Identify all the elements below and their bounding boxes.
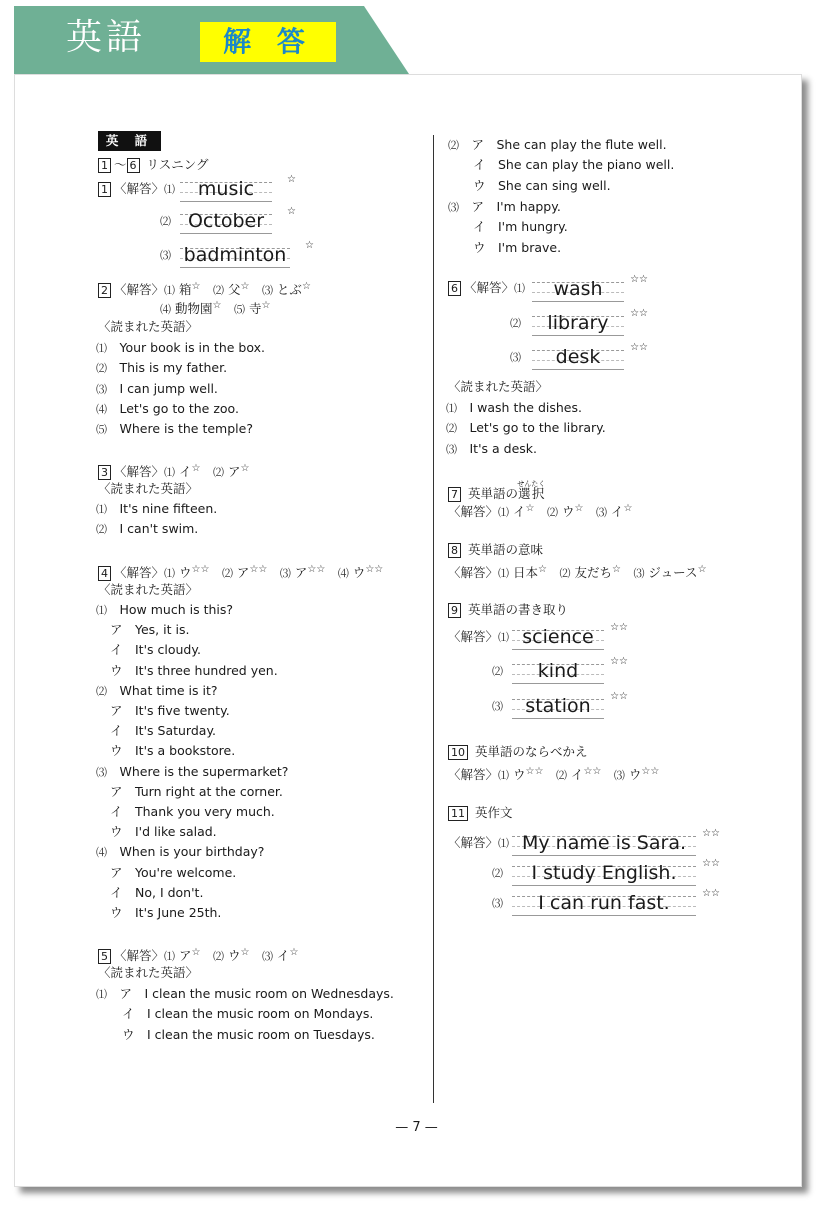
q6-num	[510, 314, 521, 333]
read-option: イ Thank you very much.	[110, 804, 275, 819]
score-mark: ☆	[289, 947, 299, 958]
item-number: ⑴	[96, 604, 107, 617]
read-label: 〈読まれた英語〉	[98, 965, 199, 980]
item-number: ⑵	[212, 284, 224, 298]
q7-title: 7 英単語の選択せんたく	[448, 480, 545, 503]
q7-answers: 〈解答〉⑴ イ☆ ⑵ ウ☆ ⑶ イ☆	[448, 503, 633, 520]
item-number: ⑵	[492, 867, 503, 880]
read-option: イ No, I don't.	[110, 884, 204, 900]
q3-answers: 3 〈解答〉⑴ イ☆ ⑵ ア☆	[98, 460, 249, 482]
q4-answers: 4 〈解答〉⑴ ウ☆☆ ⑵ ア☆☆ ⑶ ア☆☆ ⑷ ウ☆☆	[98, 561, 383, 583]
score-mark: ☆☆	[630, 274, 648, 285]
score-mark: ☆	[240, 463, 250, 474]
item-number: ⑶	[261, 284, 273, 298]
q8-answers: 〈解答〉⑴ 日本☆ ⑵ 友だち☆ ⑶ ジュース☆	[448, 564, 707, 581]
q2-answers: ⑷ 動物園☆ ⑸ 寺☆	[160, 300, 271, 317]
item-number: ⑶	[492, 897, 503, 910]
item-number: ⑵	[221, 567, 233, 581]
read-question: ⑵ What time is it?	[96, 682, 218, 698]
answer-word: badminton	[183, 244, 287, 266]
item-number: ⑴	[164, 567, 176, 581]
read-option: ウ She can sing well.	[448, 177, 611, 193]
read-option: ⑶ ア I'm happy.	[448, 199, 561, 214]
score-mark: ☆	[212, 300, 222, 311]
item-number: ⑶	[96, 765, 107, 779]
q1-num	[160, 246, 171, 265]
question-number-box: 11	[448, 806, 468, 821]
score-mark: ☆	[574, 503, 584, 514]
q10-title: 10 英単語のならべかえ	[448, 743, 587, 761]
item-number: ⑷	[160, 303, 171, 317]
answer-word: My name is Sara.	[521, 832, 686, 854]
item-number: ⑵	[559, 567, 571, 581]
answer-writing-line	[512, 888, 720, 916]
q1-num	[160, 212, 171, 231]
answer-word: wash	[553, 278, 603, 300]
score-mark: ☆☆	[610, 622, 628, 633]
item-number: ⑴	[498, 567, 510, 581]
read-label: 〈読まれた英語〉	[98, 481, 199, 496]
item-number: ⑶	[446, 442, 457, 456]
item-number: ⑶	[595, 506, 607, 520]
read-option: ⑵ ア She can play the flute well.	[448, 137, 667, 152]
q9-num	[492, 697, 503, 716]
item-number: ⑴	[498, 769, 510, 783]
question-number-box: 3	[98, 465, 111, 480]
item-number: ⑵	[96, 362, 107, 376]
answer-writing-line	[532, 274, 648, 302]
read-label: 〈読まれた英語〉	[98, 319, 199, 334]
item-number: ⑸	[96, 423, 107, 437]
read-label: 〈読まれた英語〉	[448, 379, 549, 394]
read-label: 〈読まれた英語〉	[98, 582, 199, 597]
score-mark: ☆	[240, 947, 250, 958]
item-number: ⑴	[164, 466, 176, 480]
answer-writing-line	[532, 308, 648, 336]
question-number-box: 10	[448, 745, 468, 760]
item-number: ⑵	[212, 950, 224, 964]
read-option: ウ It's a bookstore.	[110, 743, 236, 759]
read-sentence: ⑷ Let's go to the zoo.	[96, 400, 239, 416]
read-sentence: ⑸ Where is the temple?	[96, 421, 253, 437]
answer-writing-line	[512, 622, 628, 650]
item-number: ⑵	[446, 422, 457, 436]
read-sentence: ⑵ I can't swim.	[96, 521, 199, 537]
question-number-box: 7	[448, 487, 461, 502]
item-number: ⑴	[446, 402, 457, 415]
score-mark: ☆	[191, 947, 201, 958]
answer-writing-line	[180, 240, 314, 268]
item-number: ⑷	[96, 846, 107, 860]
q2-answers: 2 〈解答〉⑴ 箱☆ ⑵ 父☆ ⑶ とぶ☆	[98, 278, 311, 300]
score-mark: ☆☆	[249, 564, 268, 575]
read-option: ウ I clean the music room on Tuesdays.	[122, 1026, 375, 1042]
score-mark: ☆	[301, 281, 311, 292]
answer-writing-line	[512, 691, 628, 719]
item-number: ⑶	[448, 201, 459, 214]
item-number: ⑴	[498, 837, 510, 850]
answer-word: library	[547, 312, 609, 334]
question-number-box: 4	[98, 566, 111, 581]
score-mark: ☆	[191, 281, 201, 292]
read-question: ⑷ When is your birthday?	[96, 844, 265, 860]
score-mark: ☆	[538, 564, 547, 575]
item-number: ⑴	[96, 503, 107, 516]
score-mark: ☆	[287, 206, 296, 217]
read-option: ア Yes, it is.	[110, 622, 190, 638]
question-number-box: 8	[448, 543, 461, 558]
read-sentence: ⑵ Let's go to the library.	[446, 420, 606, 436]
q9-num	[492, 662, 503, 681]
subject-title: 英語	[66, 17, 147, 58]
q11-num	[492, 864, 503, 883]
read-option: イ I'm hungry.	[448, 219, 568, 235]
answer-writing-line	[512, 656, 628, 684]
score-mark: ☆☆	[702, 888, 720, 899]
q11-label: 〈解答〉⑴	[448, 835, 510, 850]
item-number: ⑵	[96, 523, 107, 537]
read-option: イ She can play the piano well.	[448, 157, 675, 173]
score-mark: ☆☆	[630, 308, 648, 319]
item-number: ⑵	[492, 665, 503, 678]
answer-writing-line	[512, 828, 720, 856]
q9-label: 〈解答〉⑴	[448, 629, 510, 644]
read-option: ウ It's three hundred yen.	[110, 662, 278, 678]
score-mark: ☆	[287, 174, 296, 185]
read-sentence: ⑶ It's a desk.	[446, 440, 537, 456]
q6-num	[510, 348, 521, 367]
read-option: ウ I'd like salad.	[110, 824, 217, 840]
read-option: ア Turn right at the corner.	[110, 783, 283, 799]
score-mark: ☆☆	[702, 858, 720, 869]
listening-heading: 1 ～ 6 リスニング	[98, 156, 209, 174]
q10-answers: 〈解答〉⑴ ウ☆☆ ⑵ イ☆☆ ⑶ ウ☆☆	[448, 766, 660, 783]
score-mark: ☆	[305, 240, 314, 251]
item-number: ⑴	[514, 282, 526, 295]
item-number: ⑶	[96, 382, 107, 396]
item-number: ⑵	[160, 215, 171, 228]
item-number: ⑵	[448, 139, 459, 152]
item-number: ⑵	[546, 506, 558, 520]
read-option: ウ I'm brave.	[448, 239, 562, 255]
item-number: ⑴	[164, 284, 176, 298]
answer-writing-line	[532, 342, 648, 370]
score-mark: ☆☆	[610, 691, 628, 702]
answer-word: desk	[555, 346, 601, 368]
question-number-box: 1	[98, 158, 111, 173]
score-mark: ☆	[191, 463, 201, 474]
answer-word: I can run fast.	[538, 892, 670, 914]
read-question: ⑴ How much is this?	[96, 602, 234, 617]
read-sentence: ⑴ It's nine fifteen.	[96, 501, 218, 516]
item-number: ⑴	[96, 988, 107, 1001]
score-mark: ☆☆	[525, 766, 544, 777]
score-mark: ☆☆	[583, 766, 602, 777]
read-question: ⑶ Where is the supermarket?	[96, 763, 289, 779]
score-mark: ☆☆	[191, 564, 210, 575]
question-number-box: 6	[448, 281, 461, 296]
read-sentence: ⑵ This is my father.	[96, 360, 228, 376]
q5-answers: 5 〈解答〉⑴ ア☆ ⑵ ウ☆ ⑶ イ☆	[98, 944, 298, 966]
answer-writing-line	[180, 206, 296, 234]
item-number: ⑸	[233, 303, 245, 317]
question-number-box: 2	[98, 283, 111, 298]
q1-label: 1 〈解答〉⑴	[98, 180, 175, 199]
item-number: ⑴	[164, 950, 176, 964]
q8-title: 8 英単語の意味	[448, 541, 543, 559]
score-mark: ☆☆	[307, 564, 326, 575]
question-number-box: 1	[98, 182, 111, 197]
read-option: イ It's cloudy.	[110, 642, 201, 658]
answer-writing-line	[512, 858, 720, 886]
question-number-box: 9	[448, 603, 461, 618]
item-number: ⑵	[510, 317, 521, 330]
item-number: ⑶	[492, 700, 503, 713]
score-mark: ☆	[623, 503, 633, 514]
item-number: ⑴	[164, 183, 176, 196]
question-number-box: 5	[98, 949, 111, 964]
read-option: ⑴ ア I clean the music room on Wednesdays.	[96, 986, 394, 1001]
read-option: ア It's five twenty.	[110, 703, 230, 718]
q6-label: 6 〈解答〉⑴	[448, 279, 525, 298]
score-mark: ☆☆	[702, 828, 720, 839]
score-mark: ☆	[261, 300, 271, 311]
q11-title: 11 英作文	[448, 804, 512, 822]
item-number: ⑶	[633, 567, 645, 581]
score-mark: ☆☆	[365, 564, 384, 575]
column-divider	[433, 135, 434, 1103]
score-mark: ☆☆	[630, 342, 648, 353]
score-mark: ☆	[611, 564, 621, 575]
answer-word: music	[197, 178, 255, 200]
answer-word: I study English.	[531, 862, 677, 884]
answer-badge: 解 答	[200, 22, 336, 62]
section-label: 英 語	[98, 131, 161, 151]
score-mark: ☆	[697, 564, 707, 575]
score-mark: ☆	[525, 503, 535, 514]
page-number: — 7 —	[395, 1120, 438, 1135]
item-number: ⑴	[498, 506, 510, 520]
answer-word: science	[522, 626, 594, 648]
q9-title: 9 英単語の書き取り	[448, 601, 568, 619]
item-number: ⑷	[337, 567, 349, 581]
item-number: ⑶	[261, 950, 273, 964]
read-sentence: ⑴ I wash the dishes.	[446, 400, 582, 415]
read-sentence: ⑴ Your book is in the box.	[96, 340, 265, 355]
item-number: ⑶	[510, 351, 521, 364]
answer-word: kind	[537, 660, 579, 682]
answer-word: October	[187, 210, 265, 232]
item-number: ⑵	[96, 684, 107, 698]
item-number: ⑶	[160, 249, 171, 262]
read-option: ア You're welcome.	[110, 864, 237, 880]
read-option: イ I clean the music room on Mondays.	[122, 1006, 374, 1022]
score-mark: ☆	[240, 281, 250, 292]
score-mark: ☆☆	[641, 766, 660, 777]
score-mark: ☆☆	[610, 656, 628, 667]
answer-word: station	[525, 695, 591, 717]
read-option: イ It's Saturday.	[110, 723, 217, 739]
item-number: ⑵	[212, 466, 224, 480]
item-number: ⑴	[498, 631, 510, 644]
question-number-box: 6	[127, 158, 140, 173]
item-number: ⑶	[279, 567, 291, 581]
answer-writing-line	[180, 174, 296, 202]
item-number: ⑷	[96, 402, 107, 416]
read-sentence: ⑶ I can jump well.	[96, 380, 218, 396]
q11-num	[492, 894, 503, 913]
item-number: ⑵	[555, 769, 567, 783]
item-number: ⑶	[613, 769, 625, 783]
read-option: ウ It's June 25th.	[110, 905, 222, 920]
item-number: ⑴	[96, 342, 107, 355]
